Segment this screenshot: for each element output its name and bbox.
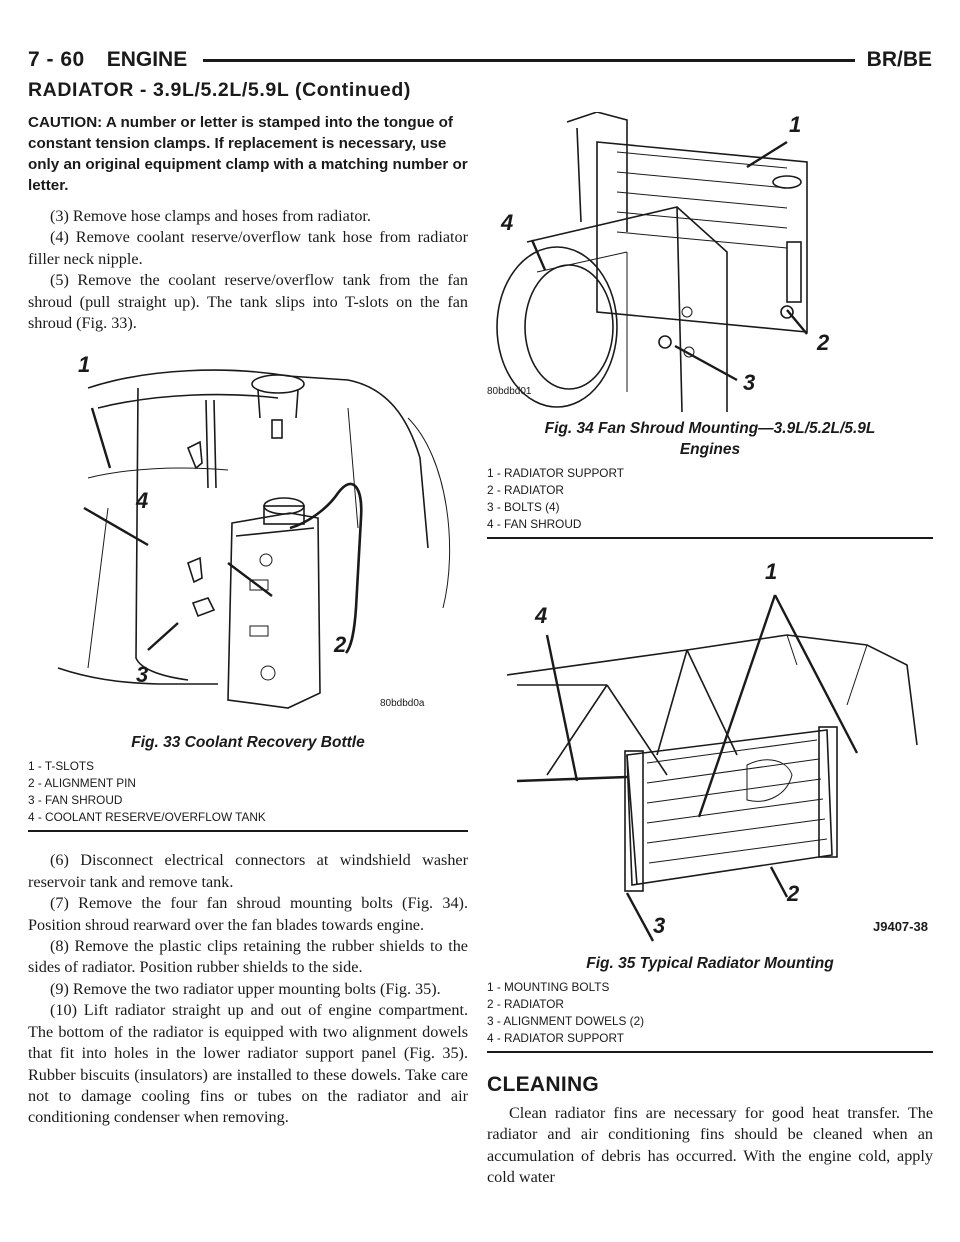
fig35-legend-item: 2 - RADIATOR <box>487 997 564 1011</box>
fig35-legend-item: 4 - RADIATOR SUPPORT <box>487 1031 625 1045</box>
fig33-callout-4: 4 <box>136 488 149 514</box>
caution-note: CAUTION: A number or letter is stamped into the tongue of constant tension clamps. If replacement is necessary, use only an original equipment clamp with a matching number or letter. <box>28 114 468 194</box>
step-6: (6) Disconnect electrical connectors at windshield washer reservoir tank and remove tank. <box>28 851 468 891</box>
figure-33 <box>28 348 468 832</box>
fig34-legend <box>487 465 933 533</box>
fig34-rule <box>487 537 933 539</box>
fig35-callout-2: 2 <box>787 881 800 906</box>
fig33-legend-item: 1 - T-SLOTS <box>28 759 94 774</box>
page-header <box>28 44 932 76</box>
fig35-caption: Fig. 35 Typical Radiator Mounting <box>586 955 834 972</box>
fig33-legend-item: 4 - COOLANT RESERVE/OVERFLOW TANK <box>28 810 266 825</box>
fig33-legend-item: 2 - ALIGNMENT PIN <box>28 776 136 791</box>
fig35-legend-item: 1 - MOUNTING BOLTS <box>487 980 610 994</box>
fig34-callout-1: 1 <box>789 112 802 137</box>
fig35-callout-3: 3 <box>653 913 666 938</box>
left-column <box>28 112 468 1129</box>
step-5: (5) Remove the coolant reserve/overflow tank from the fan shroud (pull straight up). The tank slips into T-slots on the fan shroud (Fig. 33). <box>28 271 468 333</box>
fig33-callout-3: 3 <box>136 662 149 688</box>
page-number: 7 - 60 <box>28 48 85 71</box>
cleaning-section <box>487 1073 933 1189</box>
fig33-caption: Fig. 33 Coolant Recovery Bottle <box>131 734 365 752</box>
coolant-recovery-bottle-illustration <box>28 348 468 726</box>
fig34-legend-item: 3 - BOLTS (4) <box>487 500 560 514</box>
fan-shroud-mounting-illustration <box>487 112 933 412</box>
fig34-callout-2: 2 <box>817 330 830 355</box>
step-3: (3) Remove hose clamps and hoses from radiator. <box>50 207 371 225</box>
model-code: BR/BE <box>866 48 932 71</box>
fig34-caption-line1: Fig. 34 Fan Shroud Mounting—3.9L/5.2L/5.9L <box>544 420 876 437</box>
fig35-rule <box>487 1051 933 1053</box>
header-rule <box>203 59 854 62</box>
step-9: (9) Remove the two radiator upper mounting bolts (Fig. 35). <box>50 979 441 998</box>
fig33-callout-1: 1 <box>78 352 91 378</box>
fig33-callout-2: 2 <box>334 632 347 658</box>
fig34-callout-4: 4 <box>501 210 514 235</box>
fig34-legend-item: 4 - FAN SHROUD <box>487 517 582 531</box>
fig34-image-code: 80bdbd01 <box>487 386 532 397</box>
cleaning-text: Clean radiator fins are necessary for good heat transfer. The radiator and air conditioning fins should be cleaned when an accumulation of debris has occurred. With the engine cold, apply cold water <box>487 1104 933 1187</box>
right-column <box>487 112 933 1189</box>
fig35-legend <box>487 979 933 1047</box>
radiator-mounting-illustration <box>487 555 933 947</box>
fig33-legend-item: 3 - FAN SHROUD <box>28 793 123 808</box>
figure-35 <box>487 555 933 1053</box>
cleaning-heading: CLEANING <box>487 1073 600 1096</box>
fig34-legend-item: 2 - RADIATOR <box>487 483 564 497</box>
fig33-image-code: 80bdbd0a <box>380 698 425 710</box>
page-subheading: RADIATOR - 3.9L/5.2L/5.9L (Continued) <box>28 79 411 101</box>
fig33-legend <box>28 758 468 826</box>
fig34-caption-line2: Engines <box>679 441 741 458</box>
fig35-image-code: J9407-38 <box>873 919 928 934</box>
step-10: (10) Lift radiator straight up and out of engine compartment. The bottom of the radiator is equipped with two alignment dowels that fit into holes in the lower radiator support panel (Fig. 35). Rubber biscuits (insulators) are installed to these dowels. Take care not to damage cooling fins or tubes on the radiator and air conditioning condenser when removing. <box>28 1001 468 1127</box>
step-4: (4) Remove coolant reserve/overflow tank hose from radiator filler neck nipple. <box>28 228 468 268</box>
fig35-callout-4: 4 <box>535 603 548 628</box>
section-title: ENGINE <box>106 48 188 71</box>
fig34-legend-item: 1 - RADIATOR SUPPORT <box>487 466 625 480</box>
step-8: (8) Remove the plastic clips retaining the rubber shields to the sides of radiator. Position rubber shields to the side. <box>28 937 468 977</box>
fig35-callout-1: 1 <box>765 559 778 584</box>
step-7: (7) Remove the four fan shroud mounting bolts (Fig. 34). Position shroud rearward over the fan blades towards engine. <box>28 894 468 934</box>
figure-34 <box>487 112 933 539</box>
fig35-legend-item: 3 - ALIGNMENT DOWELS (2) <box>487 1014 645 1028</box>
fig33-rule <box>28 830 468 832</box>
fig34-callout-3: 3 <box>743 370 756 395</box>
